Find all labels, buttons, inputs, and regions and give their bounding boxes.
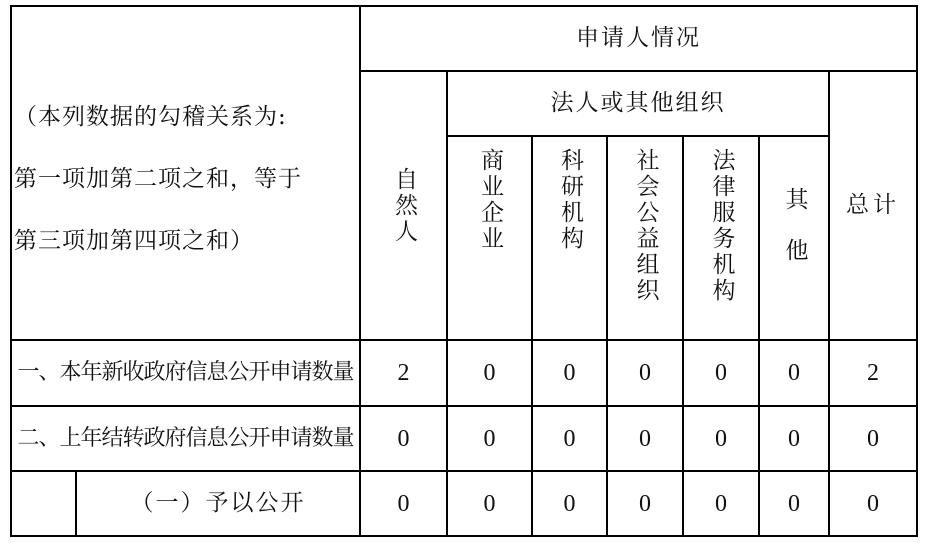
row-1-research: 0 <box>563 360 576 386</box>
row-3-commercial: 0 <box>483 490 496 517</box>
row-1-commercial: 0 <box>483 360 496 386</box>
border-bottom <box>10 535 918 537</box>
header-public-welfare-cell <box>608 148 682 338</box>
border-right <box>916 5 918 537</box>
row-1-total: 2 <box>867 360 879 386</box>
row-1-natural-person: 2 <box>397 360 410 386</box>
header-applicant-situation: 申请人情况 <box>576 25 701 51</box>
header-commercial-enterprise: 商业企业 <box>477 148 503 252</box>
row-2-commercial: 0 <box>483 425 496 452</box>
header-natural-person: 自然人 <box>391 166 417 245</box>
header-other-cell <box>760 137 828 339</box>
header-other: 其他 <box>781 187 808 289</box>
row-2-other: 0 <box>788 425 800 452</box>
row-2-legal-service: 0 <box>715 425 727 452</box>
row-3-label: （一）予以公开 <box>130 490 306 516</box>
row-1-legal-service: 0 <box>715 360 727 386</box>
row-2-public-welfare: 0 <box>639 425 651 452</box>
row-3-other: 0 <box>788 490 800 517</box>
row-1-label: 一、本年新收政府信息公开申请数量 <box>17 360 354 385</box>
row-3-legal-service: 0 <box>715 490 727 517</box>
header-total: 总计 <box>846 192 900 218</box>
row-3-research: 0 <box>563 490 576 517</box>
note-line-2: 第一项加第二项之和，等于 <box>14 166 302 192</box>
row-1-other: 0 <box>788 360 800 386</box>
note-line-3: 第三项加第四项之和） <box>14 228 254 254</box>
header-research-institution: 科研机构 <box>557 148 583 252</box>
row-2-label: 二、上年结转政府信息公开申请数量 <box>17 425 354 451</box>
row-2-research: 0 <box>563 425 576 452</box>
header-research-cell <box>533 148 606 338</box>
header-public-welfare-org: 社会公益组织 <box>632 148 659 304</box>
row-3-total: 0 <box>867 490 879 517</box>
header-natural-person-cell <box>361 72 446 339</box>
header-legal-service-org: 法律服务机构 <box>708 148 735 304</box>
row-3-public-welfare: 0 <box>639 490 651 517</box>
header-legal-person-group: 法人或其他组织 <box>550 90 726 116</box>
row-2-natural-person: 0 <box>397 425 410 452</box>
row-1-public-welfare: 0 <box>639 360 651 386</box>
row-3-natural-person: 0 <box>397 490 410 517</box>
note-line-1: （本列数据的勾稽关系为: <box>14 104 287 130</box>
header-commercial-cell <box>448 148 531 338</box>
row-2-total: 0 <box>867 425 879 452</box>
header-legal-service-cell <box>684 148 758 338</box>
